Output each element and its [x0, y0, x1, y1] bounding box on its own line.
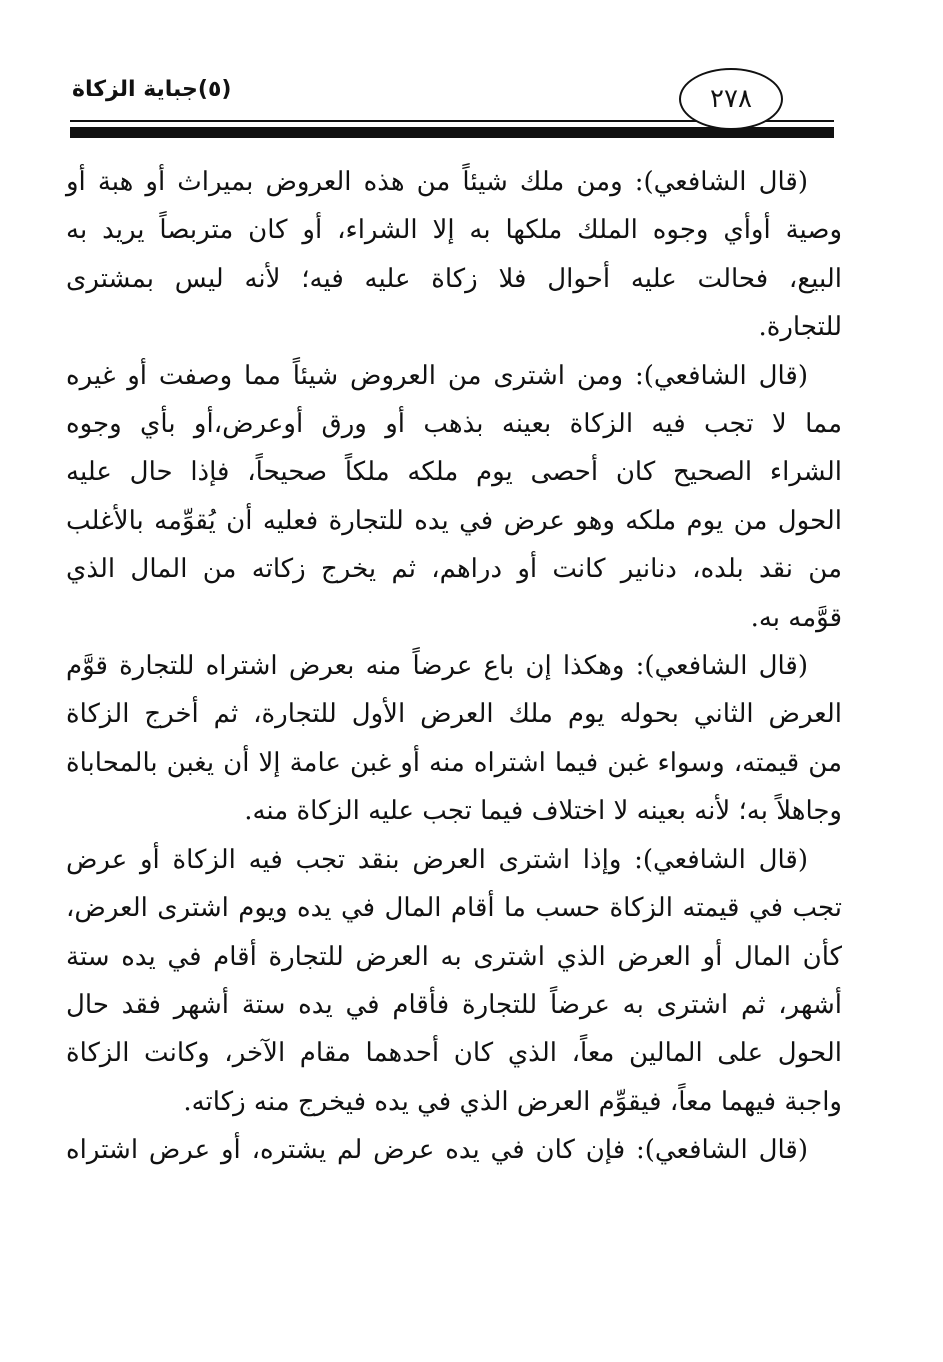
text-line: تجب في قيمته الزكاة حسب ما أقام المال في يده ويوم اشترى العرض، — [66, 893, 842, 924]
text-line: (قال الشافعي): ومن ملك شيئاً من هذه العروض بميراث أو هبة أو — [66, 167, 808, 197]
text-line: مما لا تجب فيه الزكاة بعينه بذهب أو ورق أوعرض،أو بأي وجوه — [66, 409, 842, 440]
text-line: الشراء الصحيح كان أحصى يوم ملكه ملكاً صحيحاً، فإذا حال عليه — [66, 457, 842, 488]
text-line: وصية أوأي وجوه الملك ملكها به إلا الشراء، أو كان متربصاً يريد به — [66, 215, 842, 246]
paragraph-4 — [66, 836, 842, 1126]
text-line: من قيمته، وسواء غبن فيما اشتراه منه أو غبن عامة إلا أن يغبن بالمحاباة — [66, 747, 843, 778]
text-line: (قال الشافعي): وإذا اشترى العرض بنقد تجب فيه الزكاة أو عرض — [66, 844, 808, 875]
running-title: (٥)جباية الزكاة — [72, 77, 232, 102]
text-line: العرض الثاني بحوله يوم ملك العرض الأول للتجارة، ثم أخرج الزكاة — [66, 699, 842, 730]
paragraph-1 — [66, 158, 842, 352]
text-line: البيع، فحالت عليه أحوال فلا زكاة عليه فيه؛ لأنه ليس بمشترى — [66, 263, 842, 294]
paragraph-3 — [66, 642, 842, 836]
text-line: واجبة فيهما معاً، فيقوِّم العرض الذي في يده فيخرج منه زكاته. — [183, 1086, 842, 1117]
text-line: الحول من يوم ملكه وهو عرض في يده للتجارة فعليه أن يُقوِّمه بالأغلب — [66, 505, 842, 536]
text-line: قوَّمه به. — [750, 602, 842, 633]
page-number: ٢٧٨ — [710, 84, 752, 114]
text-line: من نقد بلده، دنانير كانت أو دراهم، ثم يخرج زكاته من المال الذي — [66, 554, 842, 585]
text-line: الحول على المالين معاً، الذي كان أحدهما مقام الآخر، وكانت الزكاة — [66, 1038, 842, 1069]
text-line: للتجارة. — [758, 312, 842, 343]
paragraph-5 — [66, 1126, 842, 1174]
text-line: أشهر، ثم اشترى به عرضاً للتجارة فأقام في يده ستة أشهر فقد حال — [66, 989, 842, 1020]
text-line: (قال الشافعي): وهكذا إن باع عرضاً منه بعرض اشتراه للتجارة قوَّم — [66, 651, 808, 682]
paragraph-2 — [66, 352, 842, 642]
page-number-oval — [679, 68, 783, 130]
text-line: (قال الشافعي): ومن اشترى من العروض شيئاً مما وصفت أو غيره — [66, 360, 808, 391]
body-text — [66, 158, 842, 1175]
text-line: (قال الشافعي): فإن كان في يده عرض لم يشتره، أو عرض اشتراه — [66, 1135, 808, 1166]
text-line: وجاهلاً به؛ لأنه بعينه لا اختلاف فيما تجب عليه الزكاة منه. — [244, 796, 842, 827]
text-line: كأن المال أو العرض الذي اشترى به العرض للتجارة أقام في يده ستة — [66, 941, 842, 972]
